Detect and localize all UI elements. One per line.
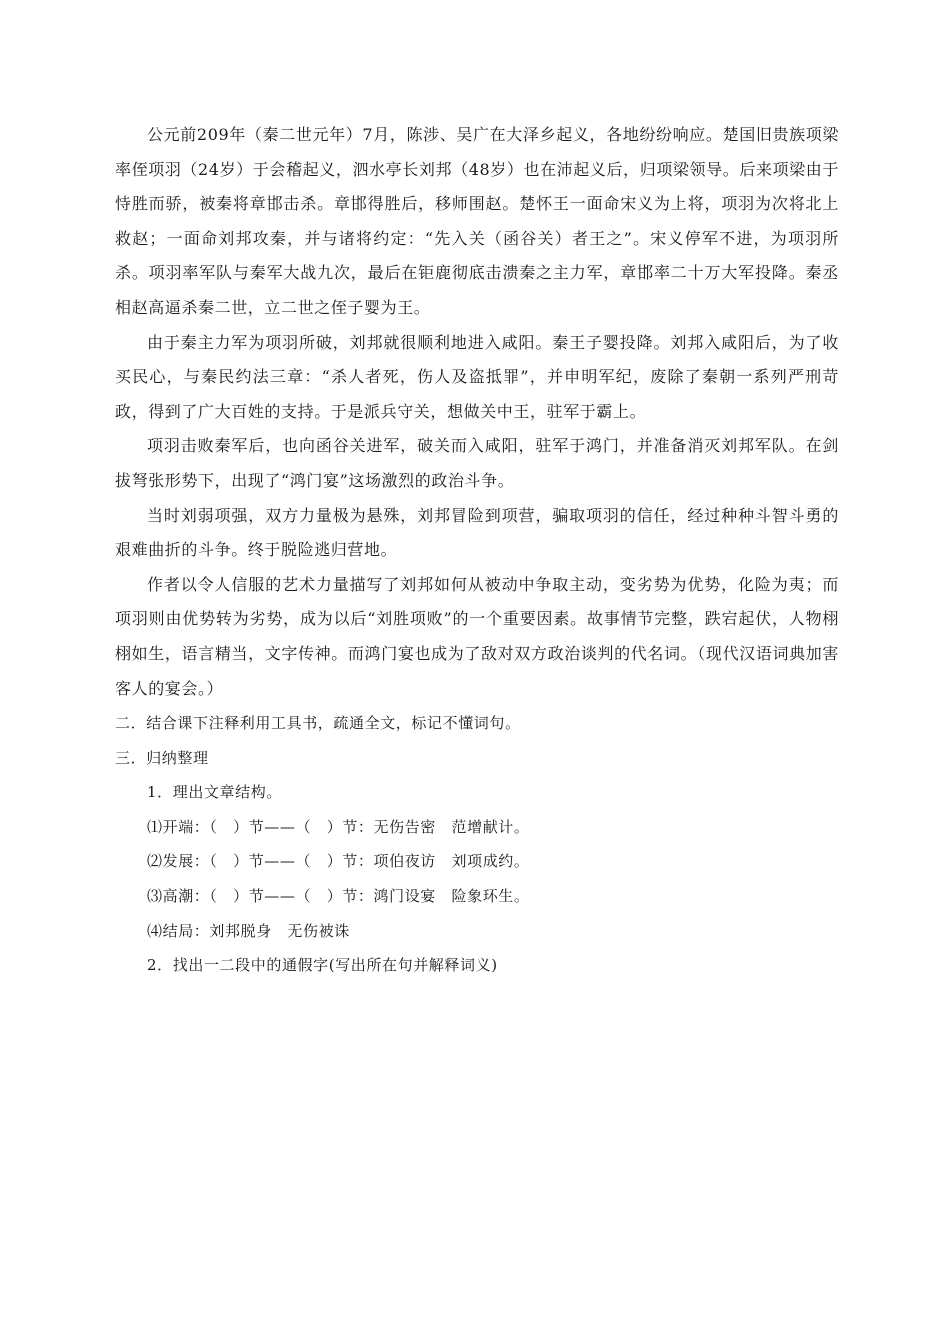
structure-opening: ⑴开端：（ ）节——（ ）节：无伤告密 范增献计。 (147, 817, 530, 836)
paragraph-analysis: 作者以令人信服的艺术力量描写了刘邦如何从被动中争取主动，变劣势为优势，化险为夷；而项羽则由优势转为劣势，成为以后“刘胜项败”的一个重要因素。故事情节完整，跌宕起伏，人物栩栩如生，语言精当，文字传神。而鸿门宴也成为了敌对双方政治谈判的代名词。（现代汉语词典加害客人的宴会。） (115, 574, 839, 698)
structure-ending: ⑷结局：刘邦脱身 无伤被诛 (147, 921, 350, 940)
section-three-heading: 三．归纳整理 (115, 748, 209, 767)
paragraph-xiang-yu-hongmen: 项羽击败秦军后，也向函谷关进军，破关而入咸阳，驻军于鸿门，并准备消灭刘邦军队。在剑拔弩张形势下，出现了“鸿门宴”这场激烈的政治斗争。 (115, 436, 839, 490)
section-two-heading: 二．结合课下注释利用工具书，疏通全文，标记不懂词句。 (115, 714, 521, 733)
task-structure: 1．理出文章结构。 (147, 783, 282, 802)
paragraph-struggle: 当时刘弱项强，双方力量极为悬殊，刘邦冒险到项营，骗取项羽的信任，经过种种斗智斗勇的艰难曲折的斗争。终于脱险逃归营地。 (115, 505, 839, 560)
task-tongjiazi: 2．找出一二段中的通假字(写出所在句并解释词义) (147, 956, 498, 975)
document-body (115, 118, 839, 983)
structure-development: ⑵发展：（ ）节——（ ）节：项伯夜访 刘项成约。 (147, 852, 530, 871)
paragraph-liu-bang-xianyang: 由于秦主力军为项羽所破，刘邦就很顺利地进入咸阳。秦王子婴投降。刘邦入咸阳后，为了收买民心，与秦民约法三章：“杀人者死，伤人及盗抵罪”，并申明军纪，废除了秦朝一系列严刑苛政，得到了广大百姓的支持。于是派兵守关，想做关中王，驻军于霸上。 (115, 332, 839, 421)
structure-climax: ⑶高潮：（ ）节——（ ）节：鸿门设宴 险象环生。 (147, 887, 530, 906)
paragraph-background: 公元前209年（秦二世元年）7月，陈涉、吴广在大泽乡起义，各地纷纷响应。楚国旧贵族项梁率侄项羽（24岁）于会稽起义，泗水亭长刘邦（48岁）也在沛起义后，归项梁领导。后来项梁由于恃胜而骄，被秦将章邯击杀。章邯得胜后，移师围赵。楚怀王一面命宋义为上将，项羽为次将北上救赵；一面命刘邦攻秦，并与诸将约定：“先入关（函谷关）者王之”。宋义停军不进，为项羽所杀。项羽率军队与秦军大战九次，最后在钜鹿彻底击溃秦之主力军，章邯率二十万大军投降。秦丞相赵高逼杀秦二世，立二世之侄子婴为王。 (115, 125, 839, 317)
